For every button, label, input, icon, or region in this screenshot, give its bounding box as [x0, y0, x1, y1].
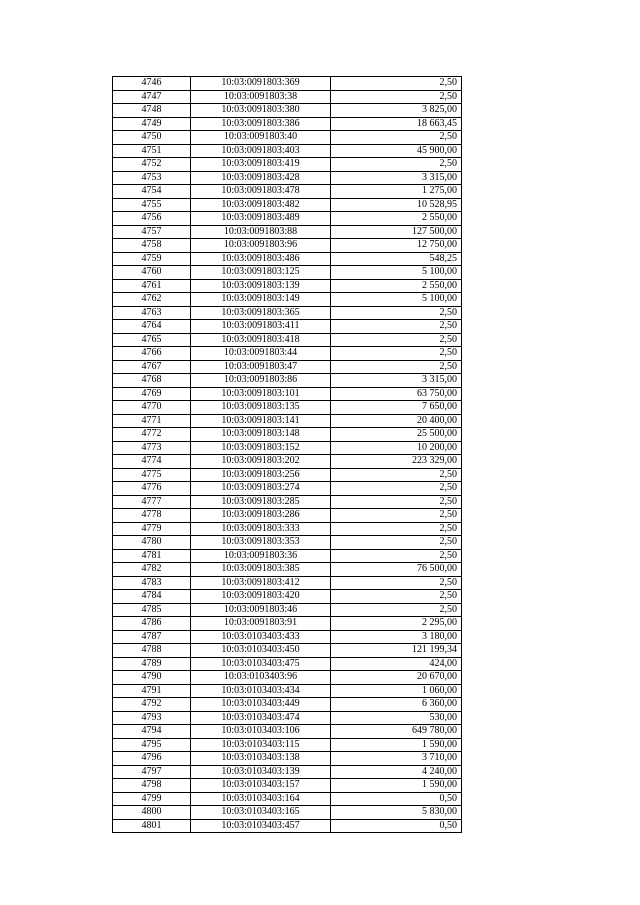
cadastral-number-cell: 10:03:0091803:141 — [191, 414, 331, 428]
registry-table-body — [113, 77, 462, 833]
cadastral-number-cell: 10:03:0091803:139 — [191, 279, 331, 293]
table-row — [113, 765, 462, 779]
cadastral-number-cell: 10:03:0103403:474 — [191, 711, 331, 725]
table-row — [113, 279, 462, 293]
table-row — [113, 536, 462, 550]
cadastral-number-cell: 10:03:0091803:369 — [191, 77, 331, 91]
cadastral-number-cell: 10:03:0091803:44 — [191, 347, 331, 361]
table-row — [113, 468, 462, 482]
amount-cell: 2,50 — [331, 590, 462, 604]
row-number-cell: 4793 — [113, 711, 191, 725]
table-row — [113, 401, 462, 415]
table-row — [113, 630, 462, 644]
amount-cell: 18 663,45 — [331, 117, 462, 131]
cadastral-number-cell: 10:03:0091803:403 — [191, 144, 331, 158]
row-number-cell: 4766 — [113, 347, 191, 361]
amount-cell: 5 830,00 — [331, 806, 462, 820]
amount-cell: 2,50 — [331, 522, 462, 536]
table-row — [113, 131, 462, 145]
amount-cell: 2,50 — [331, 333, 462, 347]
row-number-cell: 4763 — [113, 306, 191, 320]
table-row — [113, 495, 462, 509]
table-row — [113, 374, 462, 388]
table-row — [113, 752, 462, 766]
amount-cell: 2,50 — [331, 306, 462, 320]
row-number-cell: 4761 — [113, 279, 191, 293]
amount-cell: 76 500,00 — [331, 563, 462, 577]
row-number-cell: 4754 — [113, 185, 191, 199]
amount-cell: 424,00 — [331, 657, 462, 671]
row-number-cell: 4751 — [113, 144, 191, 158]
table-row — [113, 428, 462, 442]
amount-cell: 3 710,00 — [331, 752, 462, 766]
row-number-cell: 4794 — [113, 725, 191, 739]
table-row — [113, 455, 462, 469]
table-row — [113, 711, 462, 725]
table-row — [113, 104, 462, 118]
cadastral-number-cell: 10:03:0091803:411 — [191, 320, 331, 334]
cadastral-number-cell: 10:03:0091803:380 — [191, 104, 331, 118]
table-row — [113, 576, 462, 590]
row-number-cell: 4799 — [113, 792, 191, 806]
cadastral-number-cell: 10:03:0103403:165 — [191, 806, 331, 820]
amount-cell: 7 650,00 — [331, 401, 462, 415]
cadastral-number-cell: 10:03:0103403:164 — [191, 792, 331, 806]
table-row — [113, 819, 462, 833]
row-number-cell: 4796 — [113, 752, 191, 766]
cadastral-number-cell: 10:03:0091803:419 — [191, 158, 331, 172]
row-number-cell: 4749 — [113, 117, 191, 131]
table-row — [113, 657, 462, 671]
cadastral-number-cell: 10:03:0091803:418 — [191, 333, 331, 347]
cadastral-number-cell: 10:03:0103403:139 — [191, 765, 331, 779]
cadastral-number-cell: 10:03:0091803:40 — [191, 131, 331, 145]
cadastral-number-cell: 10:03:0091803:149 — [191, 293, 331, 307]
table-row — [113, 617, 462, 631]
amount-cell: 2,50 — [331, 509, 462, 523]
table-row — [113, 684, 462, 698]
table-row — [113, 414, 462, 428]
row-number-cell: 4764 — [113, 320, 191, 334]
row-number-cell: 4788 — [113, 644, 191, 658]
table-row — [113, 198, 462, 212]
cadastral-number-cell: 10:03:0091803:38 — [191, 90, 331, 104]
amount-cell: 2,50 — [331, 482, 462, 496]
amount-cell: 649 780,00 — [331, 725, 462, 739]
cadastral-number-cell: 10:03:0091803:353 — [191, 536, 331, 550]
row-number-cell: 4784 — [113, 590, 191, 604]
amount-cell: 3 825,00 — [331, 104, 462, 118]
table-row — [113, 360, 462, 374]
table-row — [113, 333, 462, 347]
table-row — [113, 185, 462, 199]
cadastral-number-cell: 10:03:0103403:157 — [191, 779, 331, 793]
table-row — [113, 293, 462, 307]
amount-cell: 1 275,00 — [331, 185, 462, 199]
table-row — [113, 603, 462, 617]
amount-cell: 5 100,00 — [331, 266, 462, 280]
cadastral-number-cell: 10:03:0103403:433 — [191, 630, 331, 644]
row-number-cell: 4756 — [113, 212, 191, 226]
cadastral-number-cell: 10:03:0103403:96 — [191, 671, 331, 685]
row-number-cell: 4759 — [113, 252, 191, 266]
row-number-cell: 4798 — [113, 779, 191, 793]
amount-cell: 548,25 — [331, 252, 462, 266]
cadastral-number-cell: 10:03:0091803:36 — [191, 549, 331, 563]
row-number-cell: 4774 — [113, 455, 191, 469]
row-number-cell: 4778 — [113, 509, 191, 523]
cadastral-number-cell: 10:03:0091803:135 — [191, 401, 331, 415]
row-number-cell: 4746 — [113, 77, 191, 91]
cadastral-number-cell: 10:03:0091803:96 — [191, 239, 331, 253]
row-number-cell: 4762 — [113, 293, 191, 307]
table-row — [113, 738, 462, 752]
amount-cell: 0,50 — [331, 819, 462, 833]
table-row — [113, 212, 462, 226]
row-number-cell: 4786 — [113, 617, 191, 631]
table-row — [113, 549, 462, 563]
row-number-cell: 4775 — [113, 468, 191, 482]
cadastral-number-cell: 10:03:0103403:475 — [191, 657, 331, 671]
cadastral-number-cell: 10:03:0091803:125 — [191, 266, 331, 280]
table-row — [113, 144, 462, 158]
cadastral-number-cell: 10:03:0091803:91 — [191, 617, 331, 631]
amount-cell: 2,50 — [331, 77, 462, 91]
table-row — [113, 252, 462, 266]
cadastral-number-cell: 10:03:0091803:412 — [191, 576, 331, 590]
cadastral-number-cell: 10:03:0091803:152 — [191, 441, 331, 455]
amount-cell: 3 315,00 — [331, 171, 462, 185]
table-row — [113, 266, 462, 280]
row-number-cell: 4769 — [113, 387, 191, 401]
cadastral-number-cell: 10:03:0091803:420 — [191, 590, 331, 604]
table-row — [113, 117, 462, 131]
row-number-cell: 4800 — [113, 806, 191, 820]
table-row — [113, 347, 462, 361]
row-number-cell: 4753 — [113, 171, 191, 185]
amount-cell: 20 670,00 — [331, 671, 462, 685]
table-row — [113, 563, 462, 577]
row-number-cell: 4768 — [113, 374, 191, 388]
amount-cell: 530,00 — [331, 711, 462, 725]
cadastral-number-cell: 10:03:0103403:115 — [191, 738, 331, 752]
row-number-cell: 4758 — [113, 239, 191, 253]
cadastral-number-cell: 10:03:0091803:202 — [191, 455, 331, 469]
row-number-cell: 4791 — [113, 684, 191, 698]
cadastral-number-cell: 10:03:0091803:148 — [191, 428, 331, 442]
table-row — [113, 158, 462, 172]
cadastral-number-cell: 10:03:0091803:88 — [191, 225, 331, 239]
row-number-cell: 4776 — [113, 482, 191, 496]
table-row — [113, 225, 462, 239]
amount-cell: 2,50 — [331, 495, 462, 509]
cadastral-number-cell: 10:03:0091803:478 — [191, 185, 331, 199]
row-number-cell: 4783 — [113, 576, 191, 590]
row-number-cell: 4801 — [113, 819, 191, 833]
amount-cell: 10 200,00 — [331, 441, 462, 455]
amount-cell: 223 329,00 — [331, 455, 462, 469]
amount-cell: 2,50 — [331, 468, 462, 482]
cadastral-number-cell: 10:03:0091803:365 — [191, 306, 331, 320]
amount-cell: 127 500,00 — [331, 225, 462, 239]
row-number-cell: 4748 — [113, 104, 191, 118]
amount-cell: 25 500,00 — [331, 428, 462, 442]
row-number-cell: 4765 — [113, 333, 191, 347]
row-number-cell: 4770 — [113, 401, 191, 415]
row-number-cell: 4772 — [113, 428, 191, 442]
amount-cell: 2 295,00 — [331, 617, 462, 631]
amount-cell: 2,50 — [331, 131, 462, 145]
amount-cell: 2,50 — [331, 576, 462, 590]
amount-cell: 5 100,00 — [331, 293, 462, 307]
row-number-cell: 4781 — [113, 549, 191, 563]
table-row — [113, 77, 462, 91]
amount-cell: 12 750,00 — [331, 239, 462, 253]
cadastral-number-cell: 10:03:0103403:138 — [191, 752, 331, 766]
amount-cell: 2,50 — [331, 603, 462, 617]
cadastral-number-cell: 10:03:0091803:47 — [191, 360, 331, 374]
cadastral-number-cell: 10:03:0091803:333 — [191, 522, 331, 536]
amount-cell: 0,50 — [331, 792, 462, 806]
row-number-cell: 4787 — [113, 630, 191, 644]
amount-cell: 3 315,00 — [331, 374, 462, 388]
cadastral-number-cell: 10:03:0091803:489 — [191, 212, 331, 226]
row-number-cell: 4771 — [113, 414, 191, 428]
row-number-cell: 4782 — [113, 563, 191, 577]
amount-cell: 3 180,00 — [331, 630, 462, 644]
table-row — [113, 482, 462, 496]
cadastral-number-cell: 10:03:0091803:101 — [191, 387, 331, 401]
amount-cell: 20 400,00 — [331, 414, 462, 428]
amount-cell: 1 590,00 — [331, 779, 462, 793]
table-row — [113, 387, 462, 401]
cadastral-number-cell: 10:03:0091803:46 — [191, 603, 331, 617]
cadastral-number-cell: 10:03:0103403:106 — [191, 725, 331, 739]
cadastral-number-cell: 10:03:0091803:482 — [191, 198, 331, 212]
cadastral-number-cell: 10:03:0091803:274 — [191, 482, 331, 496]
row-number-cell: 4790 — [113, 671, 191, 685]
table-row — [113, 671, 462, 685]
table-row — [113, 792, 462, 806]
table-row — [113, 90, 462, 104]
cadastral-number-cell: 10:03:0091803:428 — [191, 171, 331, 185]
row-number-cell: 4795 — [113, 738, 191, 752]
row-number-cell: 4792 — [113, 698, 191, 712]
row-number-cell: 4767 — [113, 360, 191, 374]
amount-cell: 6 360,00 — [331, 698, 462, 712]
row-number-cell: 4752 — [113, 158, 191, 172]
cadastral-number-cell: 10:03:0091803:285 — [191, 495, 331, 509]
table-row — [113, 239, 462, 253]
cadastral-number-cell: 10:03:0091803:286 — [191, 509, 331, 523]
table-row — [113, 509, 462, 523]
table-row — [113, 725, 462, 739]
cadastral-number-cell: 10:03:0103403:434 — [191, 684, 331, 698]
cadastral-number-cell: 10:03:0091803:486 — [191, 252, 331, 266]
row-number-cell: 4755 — [113, 198, 191, 212]
amount-cell: 45 900,00 — [331, 144, 462, 158]
amount-cell: 4 240,00 — [331, 765, 462, 779]
cadastral-number-cell: 10:03:0091803:386 — [191, 117, 331, 131]
table-row — [113, 306, 462, 320]
table-row — [113, 171, 462, 185]
row-number-cell: 4797 — [113, 765, 191, 779]
amount-cell: 1 060,00 — [331, 684, 462, 698]
table-row — [113, 698, 462, 712]
table-row — [113, 441, 462, 455]
cadastral-number-cell: 10:03:0091803:256 — [191, 468, 331, 482]
amount-cell: 2,50 — [331, 320, 462, 334]
table-row — [113, 806, 462, 820]
row-number-cell: 4789 — [113, 657, 191, 671]
row-number-cell: 4757 — [113, 225, 191, 239]
amount-cell: 2 550,00 — [331, 279, 462, 293]
amount-cell: 2 550,00 — [331, 212, 462, 226]
row-number-cell: 4760 — [113, 266, 191, 280]
row-number-cell: 4779 — [113, 522, 191, 536]
row-number-cell: 4777 — [113, 495, 191, 509]
amount-cell: 2,50 — [331, 536, 462, 550]
amount-cell: 2,50 — [331, 360, 462, 374]
amount-cell: 63 750,00 — [331, 387, 462, 401]
row-number-cell: 4785 — [113, 603, 191, 617]
amount-cell: 10 528,95 — [331, 198, 462, 212]
table-row — [113, 779, 462, 793]
amount-cell: 2,50 — [331, 347, 462, 361]
table-row — [113, 644, 462, 658]
registry-table — [112, 76, 462, 833]
amount-cell: 2,50 — [331, 158, 462, 172]
cadastral-number-cell: 10:03:0103403:449 — [191, 698, 331, 712]
amount-cell: 121 199,34 — [331, 644, 462, 658]
table-row — [113, 320, 462, 334]
amount-cell: 2,50 — [331, 549, 462, 563]
cadastral-number-cell: 10:03:0103403:450 — [191, 644, 331, 658]
row-number-cell: 4780 — [113, 536, 191, 550]
amount-cell: 1 590,00 — [331, 738, 462, 752]
row-number-cell: 4750 — [113, 131, 191, 145]
table-row — [113, 522, 462, 536]
row-number-cell: 4773 — [113, 441, 191, 455]
cadastral-number-cell: 10:03:0091803:385 — [191, 563, 331, 577]
row-number-cell: 4747 — [113, 90, 191, 104]
amount-cell: 2,50 — [331, 90, 462, 104]
table-row — [113, 590, 462, 604]
cadastral-number-cell: 10:03:0091803:86 — [191, 374, 331, 388]
cadastral-number-cell: 10:03:0103403:457 — [191, 819, 331, 833]
